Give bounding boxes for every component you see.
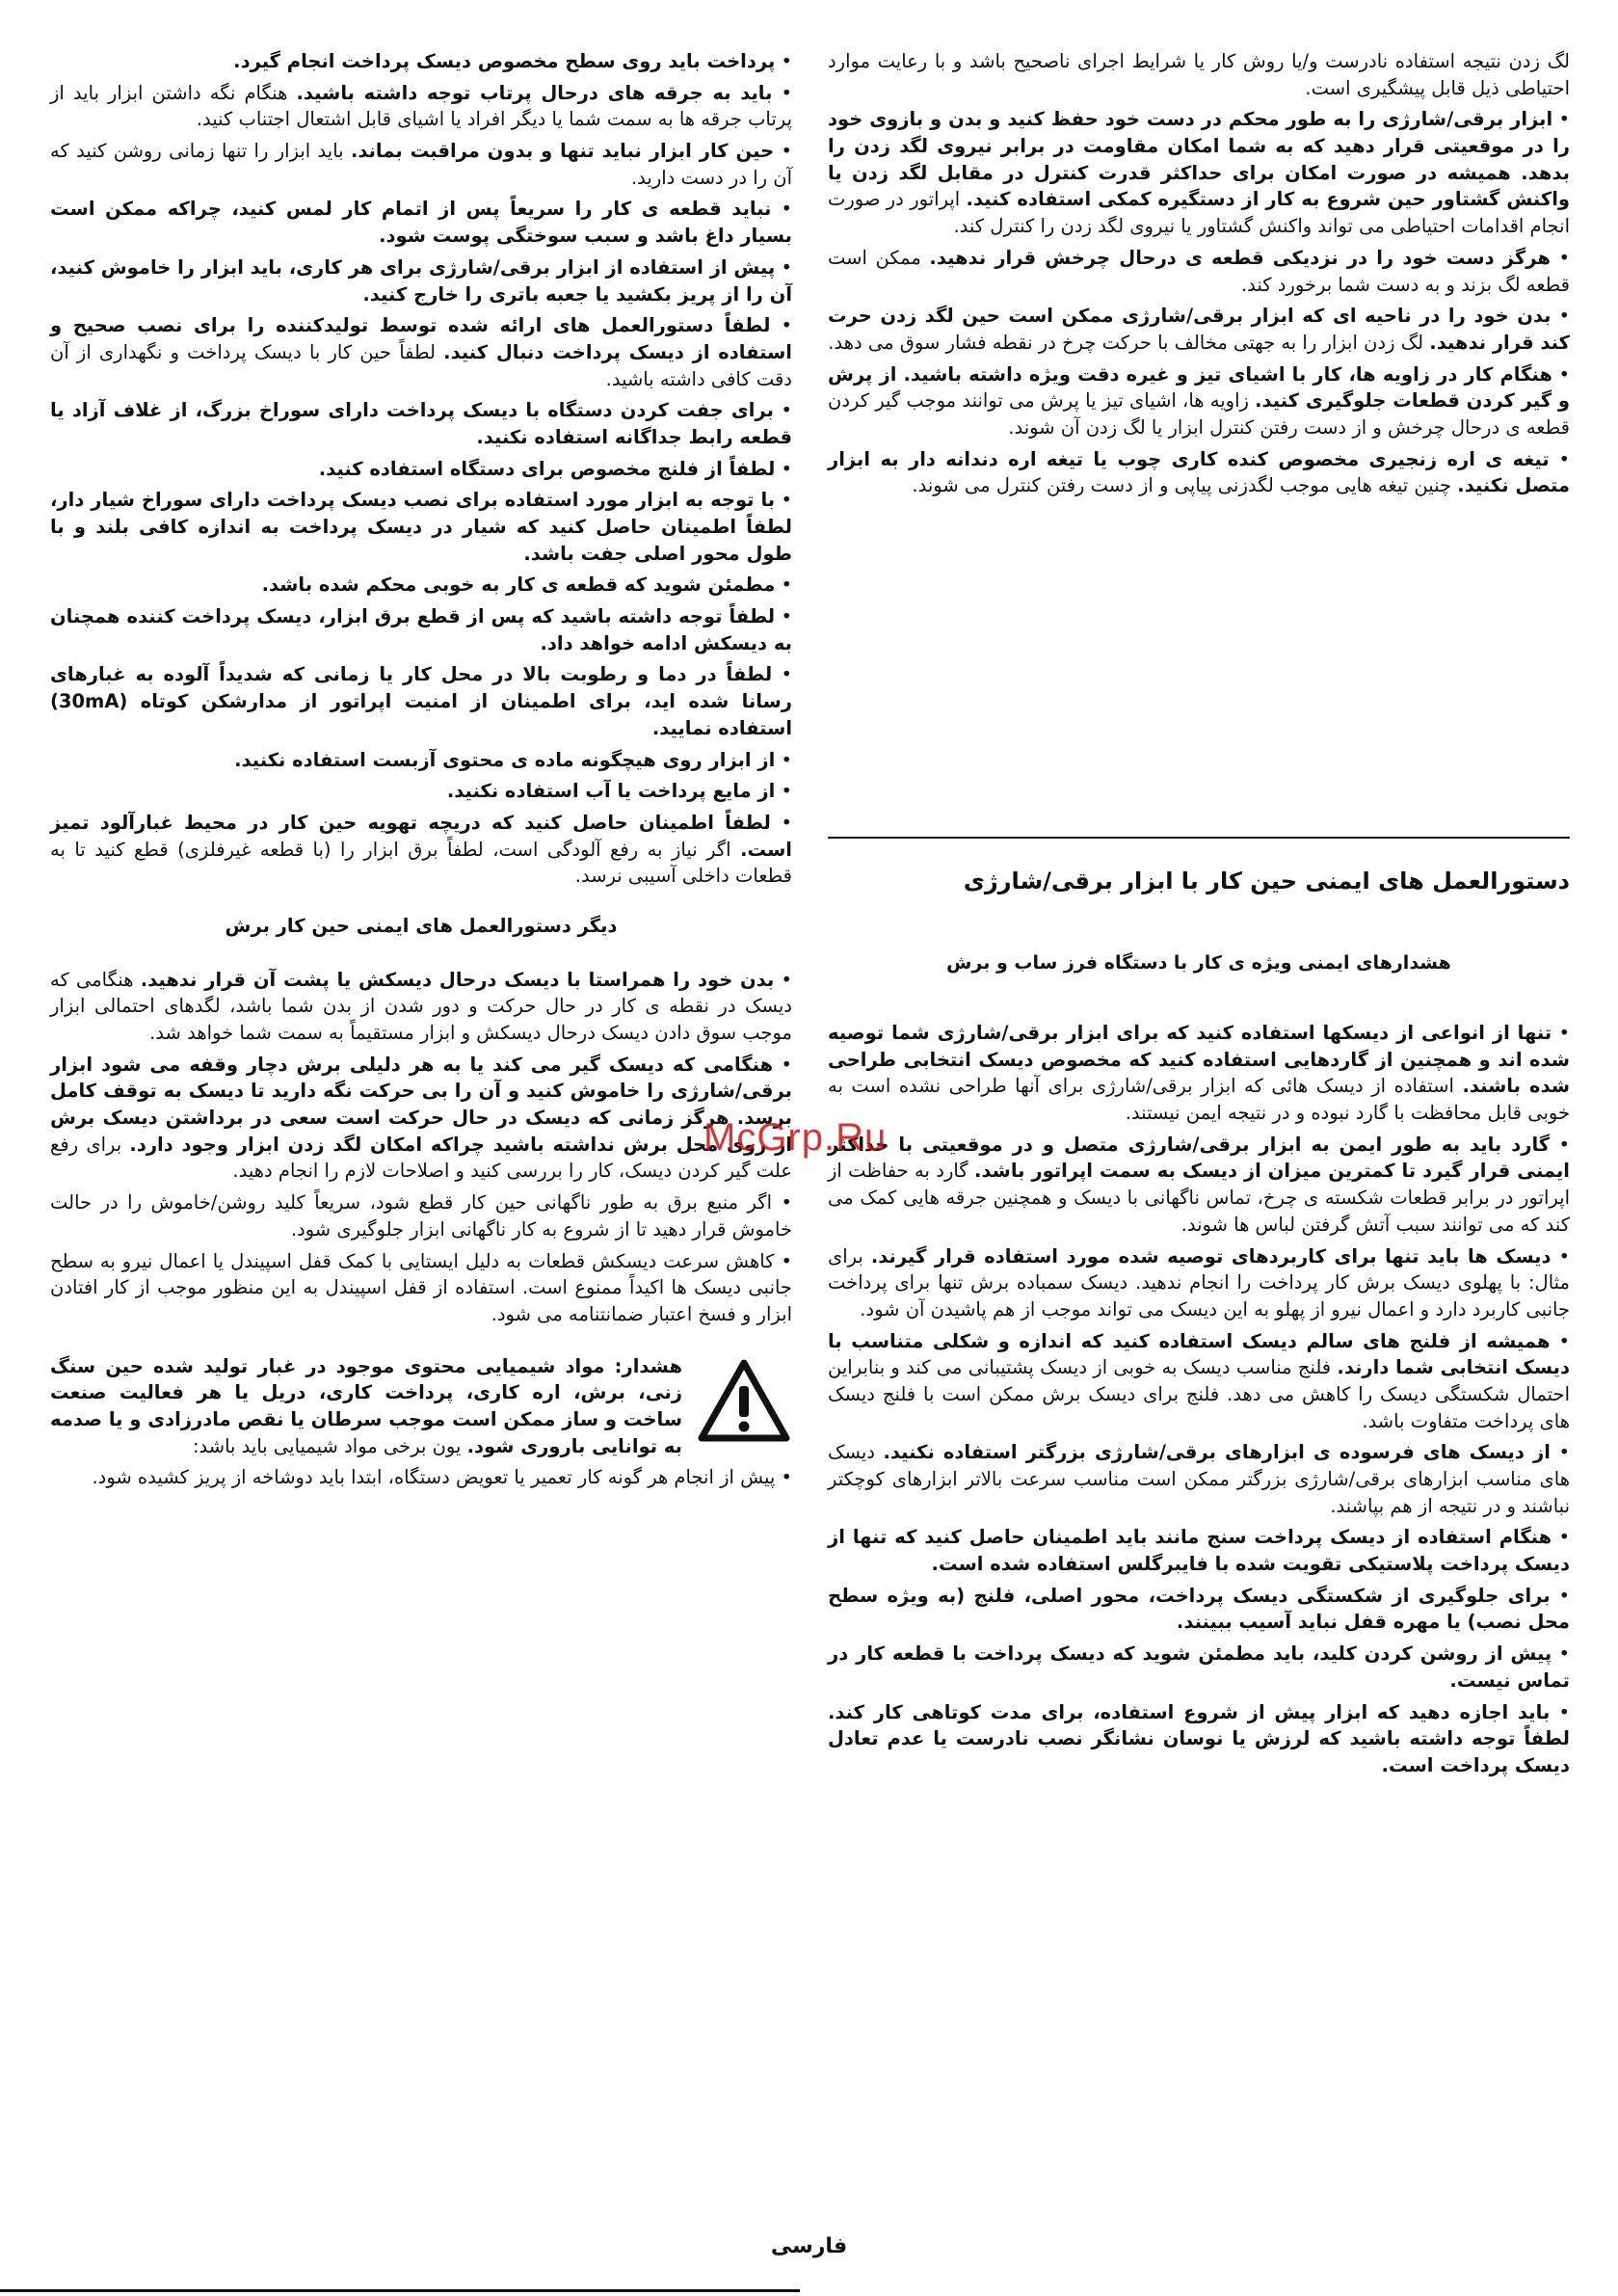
- warning-block: [50, 1353, 792, 1491]
- bullet-item: • همیشه از فلنج های سالم دیسک استفاده کنید که اندازه و شکلی متناسب با دیسک انتخابی شما دارند. فلنج مناسب دیسک به خوبی از دیسک پشتیبانی می کند و بنابراین احتمال شکستگی دیسک را کاهش می دهد. فلنج برای دیسک برش ممکن است با فلنج دیسک های پرداخت متفاوت باشد.: [828, 1328, 1570, 1435]
- bullet-item: • لطفاً توجه داشته باشید که پس از قطع برق ابزار، دیسک پرداخت کننده همچنان به دیسکش ادامه خواهد داد.: [50, 603, 792, 656]
- bullet-item: • دیسک ها باید تنها برای کاربردهای توصیه شده مورد استفاده قرار گیرند. برای مثال: با پهلوی دیسک برش کار پرداخت را انجام ندهید. دیسک سمباده برش تنها برای پرداخت جانبی کاربرد دارد و اعمال نیرو از پهلو به این دیسک می تواند موجب از هم پاشیدن آن شود.: [828, 1243, 1570, 1323]
- right-column-bottom: [828, 1020, 1570, 1784]
- bullet-item: • نباید قطعه ی کار را سریعاً پس از اتمام کار لمس کنید، چراکه ممکن است بسیار داغ باشد و سبب سوختگی پوست شود.: [50, 196, 792, 249]
- bullet-item: • با توجه به ابزار مورد استفاده برای نصب دیسک پرداخت دارای سوراخ شیار دار، لطفاً اطمینان حاصل کنید که شیار در دیسک پرداخت به اندازه کافی بلند و با طول محور اصلی جفت باشد.: [50, 487, 792, 567]
- bullet-item: • حین کار ابزار نباید تنها و بدون مراقبت بماند. باید ابزار را تنها زمانی روشن کنید که آن را در دست دارید.: [50, 138, 792, 191]
- bullet-item: • لطفاً از فلنج مخصوص برای دستگاه استفاده کنید.: [50, 456, 792, 483]
- bullet-item: • لطفاً دستورالعمل های ارائه شده توسط تولیدکننده را برای نصب صحیح و استفاده از دیسک پرداخت دنبال کنید. لطفاً حین کار با دیسک پرداخت و نگهداری از آن دقت کافی داشته باشید.: [50, 312, 792, 392]
- bullet-item: • برای جفت کردن دستگاه با دیسک پرداخت دارای سوراخ بزرگ، از غلاف آزاد یا قطعه رابط جداگانه استفاده نکنید.: [50, 397, 792, 450]
- bullet-item: • هرگز دست خود را در نزدیکی قطعه ی درحال چرخش قرار ندهید. ممکن است قطعه لگ بزند و به دست شما برخورد کند.: [828, 245, 1570, 298]
- section-subtitle: هشدارهای ایمنی ویژه ی کار با دستگاه فرز ساب و برش: [946, 952, 1451, 974]
- bullet-item: • باید به جرقه های درحال پرتاب توجه داشته باشید. هنگام نگه داشتن ابزار باید از پرتاب جرقه ها به سمت شما یا دیگر افراد یا اشیای قابل اشتعال اجتناب کنید.: [50, 80, 792, 133]
- bullet-item: • بدن خود را همراستا با دیسک درحال دیسکش یا پشت آن قرار ندهید. هنگامی که دیسک در نقطه ی کار در حال حرکت و دور شدن از بدن شما باشد، لگدهای احتمالی ابزار موجب سوق دادن دیسک درحال دیسکش و ابزار مستقیماً به سمت شما خواهد شد.: [50, 967, 792, 1047]
- bullet-item: • از دیسک های فرسوده ی ابزارهای برقی/شارژی بزرگتر استفاده نکنید. دیسک های مناسب ابزارهای برقی/شارژی بزرگتر ممکن است مناسب سرعت بالاتر ابزارهای کوچکتر نباشند و در نتیجه از هم بپاشند.: [828, 1439, 1570, 1519]
- bullet-item: • باید اجازه دهید که ابزار پیش از شروع استفاده، برای مدت کوتاهی کار کند. لطفاً توجه داشته باشید که لرزش یا نوسان نشانگر نصب نادرست یا عدم تعادل دیسک پرداخت است.: [828, 1699, 1570, 1779]
- bullet-item: • تیغه ی اره زنجیری مخصوص کنده کاری چوب یا تیغه اره دندانه دار به ابزار متصل نکنید. چنین تیغه هایی موجب لگدزنی پیاپی و از دست رفتن کنترل می شوند.: [828, 446, 1570, 499]
- warning-text: هشدار: مواد شیمیایی محتوی موجود در غبار تولید شده حین سنگ زنی، برش، اره کاری، پرداخت کاری، دریل یا هر فعالیت صنعت ساخت و ساز ممکن است موجب سرطان یا نقص مادرزادی و یا صدمه به توانایی باروری شود. یون برخی مواد شیمیایی باید باشد:: [50, 1354, 682, 1457]
- section-title: دستورالعمل های ایمنی حین کار با ابزار برقی/شارژی: [963, 868, 1570, 894]
- bullet-item: • پیش از استفاده از ابزار برقی/شارژی برای هر کاری، باید ابزار را خاموش کنید، آن را از پریز بکشید یا جعبه باتری را خارج کنید.: [50, 254, 792, 307]
- bullet-item: • از ابزار روی هیچگونه ماده ی محتوی آزبست استفاده نکنید.: [50, 747, 792, 774]
- bullet-item: • هنگامی که دیسک گیر می کند یا به هر دلیلی برش دچار وقفه می شود ابزار برقی/شارژی را خاموش کنید و آن را بی حرکت نگه دارید تا دیسک به توقف کامل برسد. هرگز زمانی که دیسک در حال حرکت است سعی در برداشتن دیسک برش از روی محل برش نداشته باشید چراکه امکان لگد زدن ابزار وجود دارد. برای رفع علت گیر کردن دیسک، کار را بررسی کنید و اصلاحات لازم را انجام دهید.: [50, 1052, 792, 1185]
- bullet-item: • پرداخت باید روی سطح مخصوص دیسک پرداخت انجام گیرد.: [50, 48, 792, 75]
- bullet-item: • پیش از روشن کردن کلید، باید مطمئن شوید که دیسک پرداخت با قطعه کار در تماس نیست.: [828, 1641, 1570, 1694]
- watermark: McGrp.Ru: [703, 1116, 888, 1159]
- bullet-item: • لطفاً اطمینان حاصل کنید که دریچه تهویه حین کار در محیط غبارآلود تمیز است. اگر نیاز به رفع آلودگی است، لطفاً برق ابزار را (با قطعه غیرفلزی) قطع کنید تا به قطعات داخلی آسیبی نرسد.: [50, 810, 792, 890]
- warning-bullet: • پیش از انجام هر گونه کار تعمیر یا تعویض دستگاه، ابتدا باید دوشاخه از پریز کشیده شود.: [50, 1464, 792, 1491]
- bottom-rule: [0, 2289, 800, 2292]
- page-footer-language: فارسی: [770, 2234, 848, 2258]
- bullet-item: • هنگام کار در زاویه ها، کار با اشیای تیز و غیره دقت ویژه داشته باشید. از پرش و گیر کردن قطعات جلوگیری کنید. زاویه ها، اشیای تیز یا پرش می توانند موجب گیر کردن قطعه ی درحال چرخش و از دست رفتن کنترل ابزار یا لگ زدن آن شوند.: [828, 361, 1570, 441]
- other-section-title: دیگر دستورالعمل های ایمنی حین کار برش: [225, 914, 618, 937]
- bullet-item: • ابزار برقی/شارژی را به طور محکم در دست خود حفظ کنید و بدن و بازوی خود را در موقعیتی قرار دهید که به شما امکان مقاومت در برابر نیروی لگد زدن را بدهد. همیشه در صورت امکان برای حداکثر قدرت کنترل در مقابل لگد زدن یا واکنش گشتاور حین شروع به کار از دستگیره کمکی استفاده کنید. اپراتور در صورت انجام اقدامات احتیاطی می تواند واکنش گشتاور یا نیروی لگد زدن را کنترل کند.: [828, 106, 1570, 239]
- bullet-item: • برای جلوگیری از شکستگی دیسک پرداخت، محور اصلی، فلنج (به ویژه سطح محل نصب) یا مهره قفل نباید آسیب ببینند.: [828, 1583, 1570, 1636]
- warning-triangle-icon: [696, 1357, 792, 1444]
- bullet-item: • کاهش سرعت دیسکش قطعات به دلیل ایستایی با کمک قفل اسپیندل یا اعمال نیرو به سطح جانبی دیسک ها اکیداً ممنوع است. استفاده از قفل اسپیندل به این منظور موجب از کار افتادن ابزار و فسخ اعتبار ضمانتنامه می شود.: [50, 1248, 792, 1328]
- bullet-item: • مطمئن شوید که قطعه ی کار به خوبی محکم شده باشد.: [50, 572, 792, 599]
- bullet-item: • تنها از انواعی از دیسکها استفاده کنید که برای ابزار برقی/شارژی شما توصیه شده اند و همچنین از گاردهایی استفاده کنید که مخصوص دیسک انتخابی طراحی شده باشند. استفاده از دیسک هائی که ابزار برقی/شارژی برای آنها طراحی نشده است به خوبی قابل محافظت با گارد نبوده و در نتیجه ایمن نیستند.: [828, 1020, 1570, 1127]
- bullet-item: • بدن خود را در ناحیه ای که ابزار برقی/شارژی ممکن است حین لگد زدن حرت کند قرار ندهید. لگ زدن ابزار را به جهتی مخالف با حرکت چرخ در نقطه فشار سوق می دهد.: [828, 303, 1570, 356]
- bullet-item: • گارد باید به طور ایمن به ابزار برقی/شارژی متصل و در موقعیتی با حداکثر ایمنی قرار گیرد تا کمترین میزان از دیسک به سمت اپراتور باشد. گارد به حفاظت از اپراتور در برابر قطعات شکسته ی چرخ، تماس ناگهانی با دیسک و همچنین جرقه هایی کمک می کند که می توانند سبب آتش گرفتن لباس ها شوند.: [828, 1132, 1570, 1239]
- bullet-item: • لطفاً در دما و رطوبت بالا در محل کار یا زمانی که شدیداً آلوده به غبارهای رسانا شده اید، برای اطمینان از امنیت اپراتور از مدارشکن کوتاه (30mA) استفاده نمایید.: [50, 661, 792, 741]
- right-column-top: [828, 48, 1570, 504]
- section-divider: [828, 837, 1570, 839]
- bullet-item: • هنگام استفاده از دیسک پرداخت سنج مانند باید اطمینان حاصل کنید که تنها از دیسک پرداخت پلاستیکی تقویت شده با فایبرگلس استفاده شده است.: [828, 1524, 1570, 1577]
- paragraph: لگ زدن نتیجه استفاده نادرست و/یا روش کار یا شرایط اجرای ناصحیح باشد و با رعایت موارد احتیاطی ذیل قابل پیشگیری است.: [828, 50, 1570, 99]
- bullet-item: • اگر منبع برق به طور ناگهانی حین کار قطع شود، سریعاً کلید روشن/خاموش را در حالت خاموش قرار دهید تا از شروع به کار ناگهانی ابزار جلوگیری شود.: [50, 1189, 792, 1242]
- left-column: [50, 48, 792, 1496]
- bullet-item: • از مایع پرداخت یا آب استفاده نکنید.: [50, 778, 792, 805]
